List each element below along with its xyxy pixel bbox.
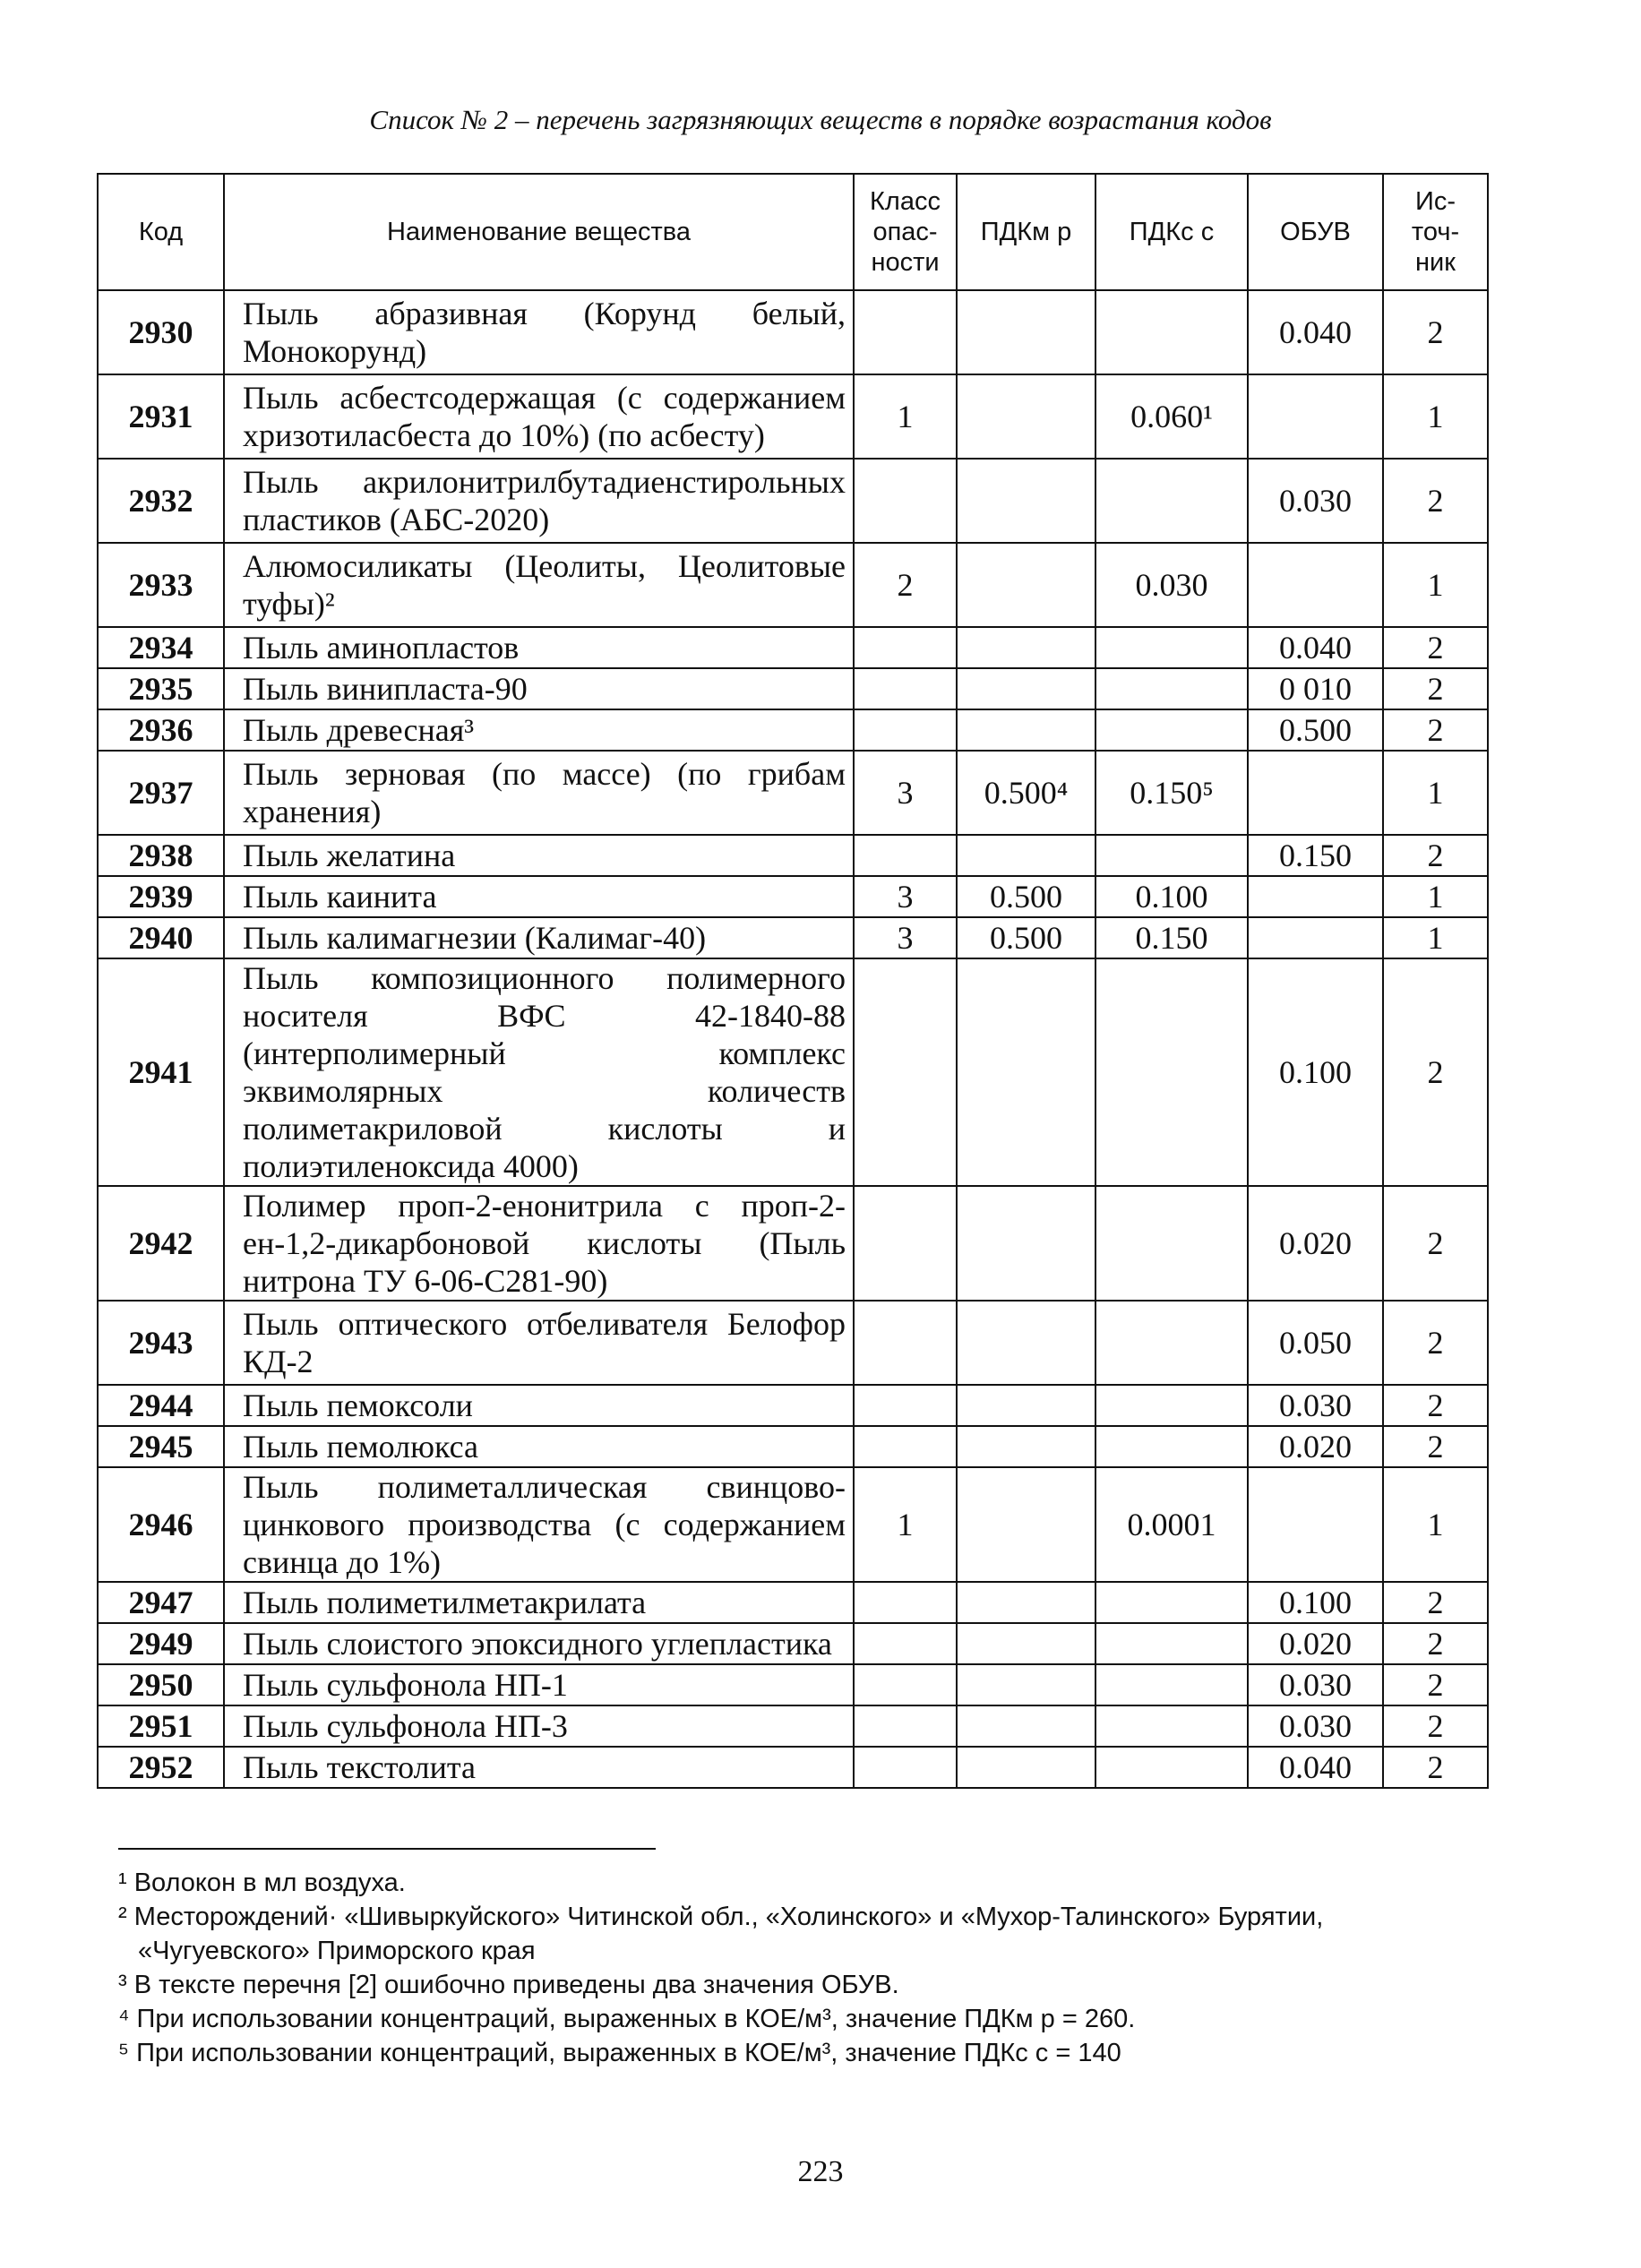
- cell-pdk-mr: [957, 1582, 1095, 1623]
- cell-hazard-class: [854, 627, 957, 668]
- cell-code: 2949: [98, 1623, 224, 1664]
- cell-code: 2932: [98, 459, 224, 543]
- table-row: [98, 958, 1488, 1186]
- cell-substance-name: Пыль пемоксоли: [224, 1385, 854, 1426]
- cell-substance-name: Пыль полиметаллическая свинцово-цинкового производства (с содержанием свинца до 1%): [224, 1467, 854, 1582]
- cell-hazard-class: [854, 459, 957, 543]
- cell-hazard-class: [854, 1301, 957, 1385]
- cell-hazard-class: [854, 1705, 957, 1747]
- substances-table-container: [97, 173, 1487, 1789]
- cell-pdk-ss: [1095, 1385, 1248, 1426]
- cell-pdk-mr: [957, 627, 1095, 668]
- cell-substance-name: Пыль калимагнезии (Калимаг-40): [224, 917, 854, 958]
- cell-hazard-class: [854, 958, 957, 1186]
- table-body: [98, 290, 1488, 1788]
- cell-source: 2: [1383, 1301, 1488, 1385]
- cell-source: 2: [1383, 459, 1488, 543]
- cell-code: 2950: [98, 1664, 224, 1705]
- cell-substance-name: Алюмосиликаты (Цеолиты, Цеолитовые туфы)²: [224, 543, 854, 627]
- cell-pdk-mr: [957, 543, 1095, 627]
- cell-obuv: 0.030: [1248, 1664, 1383, 1705]
- cell-code: 2933: [98, 543, 224, 627]
- cell-pdk-ss: [1095, 668, 1248, 709]
- cell-code: 2934: [98, 627, 224, 668]
- cell-code: 2936: [98, 709, 224, 751]
- cell-substance-name: Пыль абразивная (Корунд белый, Монокорунд): [224, 290, 854, 374]
- header-pdk-ss: ПДКс с: [1095, 174, 1248, 290]
- cell-source: 1: [1383, 543, 1488, 627]
- cell-source: 2: [1383, 1664, 1488, 1705]
- table-row: [98, 668, 1488, 709]
- table-row: [98, 459, 1488, 543]
- cell-pdk-ss: [1095, 1426, 1248, 1467]
- header-pdk-mr: ПДКм р: [957, 174, 1095, 290]
- cell-pdk-mr: [957, 668, 1095, 709]
- cell-obuv: 0.500: [1248, 709, 1383, 751]
- cell-substance-name: Пыль желатина: [224, 835, 854, 876]
- cell-pdk-mr: [957, 1664, 1095, 1705]
- cell-code: 2941: [98, 958, 224, 1186]
- cell-substance-name: Пыль оптического отбеливателя Белофор КД-2: [224, 1301, 854, 1385]
- cell-substance-name: Пыль зерновая (по массе) (по грибам хранения): [224, 751, 854, 835]
- cell-obuv: [1248, 876, 1383, 917]
- cell-pdk-ss: 0.150: [1095, 917, 1248, 958]
- table-row: [98, 751, 1488, 835]
- cell-code: 2935: [98, 668, 224, 709]
- cell-source: 1: [1383, 917, 1488, 958]
- cell-substance-name: Пыль винипласта-90: [224, 668, 854, 709]
- cell-code: 2952: [98, 1747, 224, 1788]
- cell-pdk-mr: [957, 835, 1095, 876]
- table-row: [98, 709, 1488, 751]
- cell-substance-name: Пыль асбестсодержащая (с содержанием хризотиласбеста до 10%) (по асбесту): [224, 374, 854, 459]
- cell-source: 2: [1383, 627, 1488, 668]
- page-number: 223: [797, 2155, 844, 2188]
- cell-source: 2: [1383, 1747, 1488, 1788]
- footnote-divider: [118, 1848, 656, 1850]
- cell-pdk-ss: 0.030: [1095, 543, 1248, 627]
- cell-obuv: [1248, 543, 1383, 627]
- table-row: [98, 1426, 1488, 1467]
- cell-substance-name: Пыль текстолита: [224, 1747, 854, 1788]
- cell-code: 2940: [98, 917, 224, 958]
- table-row: [98, 835, 1488, 876]
- cell-pdk-mr: [957, 459, 1095, 543]
- cell-pdk-ss: [1095, 835, 1248, 876]
- footnote-4: ⁴ При использовании концентраций, выраженных в КОЕ/м³, значение ПДКм р = 260.: [118, 2005, 1136, 2033]
- cell-substance-name: Пыль аминопластов: [224, 627, 854, 668]
- header-source: Ис- точ- ник: [1383, 174, 1488, 290]
- cell-pdk-ss: [1095, 709, 1248, 751]
- cell-hazard-class: [854, 835, 957, 876]
- cell-pdk-mr: [957, 1186, 1095, 1301]
- page-title: Список № 2 – перечень загрязняющих веществ в порядке возрастания кодов: [369, 104, 1272, 135]
- header-code: Код: [98, 174, 224, 290]
- table-row: [98, 1705, 1488, 1747]
- cell-pdk-ss: [1095, 1705, 1248, 1747]
- cell-substance-name: Пыль композиционного полимерного носителя ВФС 42-1840-88 (интерполимерный комплекс эквимолярных количеств полиметакриловой кислоты и полиэтиленоксида 4000): [224, 958, 854, 1186]
- cell-substance-name: Пыль древесная³: [224, 709, 854, 751]
- cell-obuv: [1248, 751, 1383, 835]
- cell-pdk-mr: 0.500⁴: [957, 751, 1095, 835]
- cell-pdk-mr: [957, 709, 1095, 751]
- cell-source: 1: [1383, 374, 1488, 459]
- cell-substance-name: Пыль пемолюкса: [224, 1426, 854, 1467]
- table-row: [98, 1623, 1488, 1664]
- cell-obuv: [1248, 917, 1383, 958]
- cell-code: 2947: [98, 1582, 224, 1623]
- cell-substance-name: Пыль сульфонола НП-1: [224, 1664, 854, 1705]
- cell-source: 2: [1383, 290, 1488, 374]
- footnotes: [118, 1866, 1489, 2070]
- cell-code: 2946: [98, 1467, 224, 1582]
- cell-code: 2939: [98, 876, 224, 917]
- cell-source: 1: [1383, 876, 1488, 917]
- footnote-2-continuation: «Чугуевского» Приморского края: [138, 1937, 536, 1965]
- cell-hazard-class: [854, 1582, 957, 1623]
- cell-source: 2: [1383, 1426, 1488, 1467]
- cell-obuv: 0.030: [1248, 459, 1383, 543]
- cell-code: 2951: [98, 1705, 224, 1747]
- table-row: [98, 1385, 1488, 1426]
- footnote-1: ¹ Волокон в мл воздуха.: [118, 1869, 406, 1897]
- cell-code: 2943: [98, 1301, 224, 1385]
- cell-hazard-class: [854, 1426, 957, 1467]
- cell-pdk-ss: [1095, 1582, 1248, 1623]
- table-row: [98, 543, 1488, 627]
- cell-substance-name: Пыль слоистого эпоксидного углепластика: [224, 1623, 854, 1664]
- footnote-5: ⁵ При использовании концентраций, выраженных в КОЕ/м³, значение ПДКс с = 140: [118, 2039, 1121, 2067]
- cell-hazard-class: 3: [854, 876, 957, 917]
- cell-obuv: 0 010: [1248, 668, 1383, 709]
- cell-code: 2942: [98, 1186, 224, 1301]
- cell-obuv: 0.150: [1248, 835, 1383, 876]
- cell-substance-name: Пыль каинита: [224, 876, 854, 917]
- cell-pdk-ss: 0.060¹: [1095, 374, 1248, 459]
- cell-pdk-mr: [957, 1467, 1095, 1582]
- table-header-row: [98, 174, 1488, 290]
- cell-hazard-class: [854, 1664, 957, 1705]
- cell-source: 2: [1383, 1385, 1488, 1426]
- cell-obuv: 0.030: [1248, 1385, 1383, 1426]
- cell-pdk-mr: [957, 290, 1095, 374]
- cell-code: 2945: [98, 1426, 224, 1467]
- cell-pdk-mr: [957, 1623, 1095, 1664]
- cell-obuv: 0.020: [1248, 1623, 1383, 1664]
- substances-table: [97, 173, 1489, 1789]
- cell-pdk-mr: [957, 958, 1095, 1186]
- cell-source: 2: [1383, 1582, 1488, 1623]
- cell-pdk-mr: [957, 1705, 1095, 1747]
- cell-pdk-ss: [1095, 1186, 1248, 1301]
- cell-source: 2: [1383, 835, 1488, 876]
- cell-hazard-class: [854, 1747, 957, 1788]
- table-row: [98, 1467, 1488, 1582]
- cell-substance-name: Пыль сульфонола НП-3: [224, 1705, 854, 1747]
- header-hazard-class: Класс опас- ности: [854, 174, 957, 290]
- cell-pdk-ss: 0.100: [1095, 876, 1248, 917]
- footnote-2: ² Месторождений· «Шивыркуйского» Читинской обл., «Холинского» и «Мухор-Талинского» Бурятии,: [118, 1903, 1324, 1931]
- cell-pdk-ss: [1095, 627, 1248, 668]
- cell-pdk-ss: [1095, 958, 1248, 1186]
- footnote-3: ³ В тексте перечня [2] ошибочно приведены два значения ОБУВ.: [118, 1971, 899, 1999]
- table-row: [98, 1186, 1488, 1301]
- cell-hazard-class: [854, 1186, 957, 1301]
- cell-pdk-mr: 0.500: [957, 876, 1095, 917]
- table-row: [98, 876, 1488, 917]
- table-row: [98, 1301, 1488, 1385]
- cell-source: 2: [1383, 1623, 1488, 1664]
- cell-obuv: 0.100: [1248, 1582, 1383, 1623]
- cell-substance-name: Пыль акрилонитрилбутадиенстирольных пластиков (АБС-2020): [224, 459, 854, 543]
- cell-obuv: 0.040: [1248, 290, 1383, 374]
- cell-obuv: [1248, 374, 1383, 459]
- table-row: [98, 1664, 1488, 1705]
- cell-pdk-ss: [1095, 1301, 1248, 1385]
- cell-pdk-mr: [957, 1385, 1095, 1426]
- cell-source: 1: [1383, 751, 1488, 835]
- cell-obuv: 0.020: [1248, 1186, 1383, 1301]
- cell-substance-name: Пыль полиметилметакрилата: [224, 1582, 854, 1623]
- cell-pdk-ss: [1095, 1623, 1248, 1664]
- cell-code: 2938: [98, 835, 224, 876]
- table-row: [98, 374, 1488, 459]
- cell-pdk-ss: [1095, 1747, 1248, 1788]
- table-row: [98, 627, 1488, 668]
- cell-hazard-class: [854, 709, 957, 751]
- cell-code: 2944: [98, 1385, 224, 1426]
- cell-obuv: 0.020: [1248, 1426, 1383, 1467]
- cell-hazard-class: 3: [854, 751, 957, 835]
- cell-hazard-class: [854, 1623, 957, 1664]
- cell-pdk-ss: 0.0001: [1095, 1467, 1248, 1582]
- cell-hazard-class: [854, 668, 957, 709]
- cell-obuv: [1248, 1467, 1383, 1582]
- cell-pdk-ss: [1095, 1664, 1248, 1705]
- table-row: [98, 290, 1488, 374]
- cell-source: 1: [1383, 1467, 1488, 1582]
- cell-pdk-mr: [957, 1747, 1095, 1788]
- header-name: Наименование вещества: [224, 174, 854, 290]
- cell-source: 2: [1383, 958, 1488, 1186]
- cell-obuv: 0.040: [1248, 627, 1383, 668]
- cell-obuv: 0.100: [1248, 958, 1383, 1186]
- cell-pdk-mr: [957, 374, 1095, 459]
- cell-pdk-mr: [957, 1426, 1095, 1467]
- cell-hazard-class: 1: [854, 374, 957, 459]
- cell-hazard-class: 3: [854, 917, 957, 958]
- cell-hazard-class: 2: [854, 543, 957, 627]
- cell-substance-name: Полимер проп-2-енонитрила с проп-2-ен-1,2-дикарбоновой кислоты (Пыль нитрона ТУ 6-06-С281-90): [224, 1186, 854, 1301]
- table-row: [98, 1582, 1488, 1623]
- cell-pdk-ss: 0.150⁵: [1095, 751, 1248, 835]
- cell-pdk-mr: 0.500: [957, 917, 1095, 958]
- cell-obuv: 0.030: [1248, 1705, 1383, 1747]
- cell-code: 2930: [98, 290, 224, 374]
- cell-source: 2: [1383, 709, 1488, 751]
- cell-code: 2931: [98, 374, 224, 459]
- cell-code: 2937: [98, 751, 224, 835]
- header-obuv: ОБУВ: [1248, 174, 1383, 290]
- table-row: [98, 1747, 1488, 1788]
- cell-hazard-class: [854, 290, 957, 374]
- cell-hazard-class: [854, 1385, 957, 1426]
- cell-source: 2: [1383, 1186, 1488, 1301]
- cell-source: 2: [1383, 668, 1488, 709]
- cell-obuv: 0.040: [1248, 1747, 1383, 1788]
- cell-hazard-class: 1: [854, 1467, 957, 1582]
- cell-source: 2: [1383, 1705, 1488, 1747]
- cell-pdk-mr: [957, 1301, 1095, 1385]
- cell-pdk-ss: [1095, 290, 1248, 374]
- table-row: [98, 917, 1488, 958]
- cell-pdk-ss: [1095, 459, 1248, 543]
- cell-obuv: 0.050: [1248, 1301, 1383, 1385]
